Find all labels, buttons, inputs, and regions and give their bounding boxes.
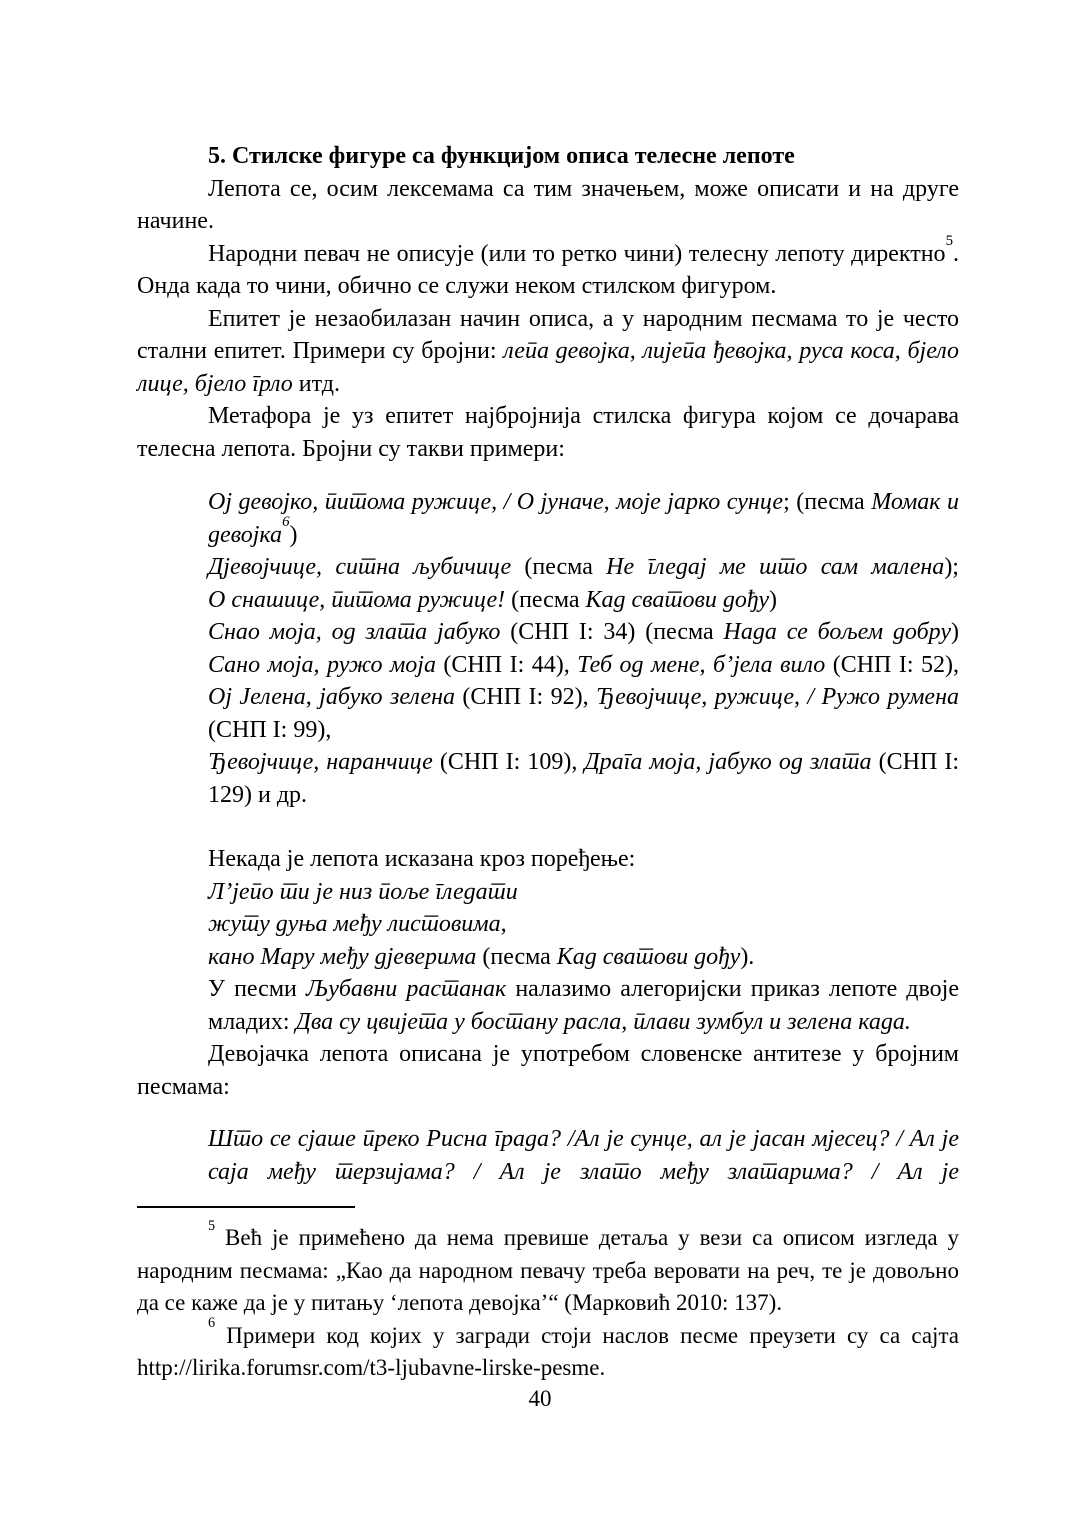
- footnotes-section: [137, 1217, 959, 1385]
- spacer: [137, 1103, 959, 1123]
- text-run: (СНП I: 34) (песма: [500, 619, 724, 645]
- text-run: налазимо алегоријски приказ лепоте двоје младих:: [208, 976, 960, 1035]
- text-run: Сано моја, ружо моја: [208, 651, 436, 678]
- text-run: лепа девојка, лијепа ђевојка, руса коса, бјело лице, бјело грло: [137, 338, 959, 397]
- text-run: Снао моја, од злата јабуко: [208, 619, 501, 645]
- footnote: [137, 1217, 959, 1320]
- text-run: О снашице, питома ружице!: [208, 586, 506, 613]
- text-run: . Онда када то чини, обично се служи неком стилском фигуром.: [137, 240, 959, 299]
- indented-line: [208, 973, 959, 1038]
- text-run: кано Мару међу дјеверима: [208, 943, 477, 970]
- text-run: (СНП I: 99),: [208, 716, 332, 743]
- text-run: Љубавни растанак: [305, 976, 507, 1002]
- indented-line: [208, 908, 959, 941]
- text-run: ).: [740, 943, 755, 970]
- text-run: ): [769, 586, 778, 613]
- footnote-marker: 5: [945, 232, 953, 249]
- text-run: Кад сватови дођу: [585, 586, 770, 613]
- text-run: Народни певач не описује (или то ретко чини) телесну лепоту директно: [208, 240, 946, 267]
- text-run: 5. Стилске фигуре са функцијом описа телесне лепоте: [208, 143, 795, 169]
- text-run: Ој девојко, питома ружице, / О јуначе, моје јарко сунце: [208, 489, 784, 515]
- text-run: Не гледај ме што сам малена: [606, 554, 945, 580]
- quote-line: [208, 486, 959, 551]
- indented-line: [208, 941, 959, 974]
- footnote-separator: [137, 1206, 355, 1208]
- indented-line: [208, 843, 959, 876]
- quote-line: [208, 681, 959, 746]
- text-run: ): [289, 521, 298, 548]
- text-run: Ђевојчице, наранчице: [208, 749, 433, 775]
- footnote-marker: 6: [208, 1315, 216, 1332]
- section-heading: [137, 140, 959, 173]
- text-run: Метафора је уз епитет најбројнија стилска фигура којом се дочарава телесна лепота. Бројни су такви примери:: [137, 403, 959, 462]
- text-run: (СНП I: 109),: [432, 749, 585, 775]
- text-run: Драга моја, јабуко од злата: [584, 749, 872, 775]
- spacer: [137, 465, 959, 486]
- paragraph: [137, 400, 959, 465]
- paragraph: [137, 1038, 959, 1103]
- text-run: итд.: [292, 370, 341, 397]
- text-run: (СНП I: 129) и др.: [208, 749, 960, 808]
- footnote-marker: 5: [208, 1217, 216, 1234]
- quote-line: [208, 1123, 959, 1188]
- quote-line: [208, 746, 959, 811]
- text-run: (СНП I: 52),: [825, 651, 959, 678]
- text-run: (песма: [511, 554, 607, 580]
- text-run: Момак и девојка: [208, 489, 959, 548]
- text-run: ): [951, 619, 959, 645]
- quote-line: [208, 616, 959, 649]
- text-run: Теб од мене, б’јела вило: [577, 651, 826, 678]
- text-run: (СНП I: 44),: [435, 651, 578, 678]
- spacer: [137, 811, 959, 843]
- footnote-url: http://lirika.forumsr.com/t3-ljubavne-lirske-pesme.: [137, 1355, 606, 1380]
- indented-line: [208, 876, 959, 909]
- footnote-marker: 6: [282, 513, 290, 530]
- quote-line: [208, 649, 959, 682]
- text-run: У песми: [208, 976, 306, 1002]
- text-run: (песма: [476, 943, 557, 970]
- text-run: (СНП I: 92),: [455, 684, 597, 710]
- text-run: Девојачка лепота описана је употребом словенске антитезе у бројним песмама:: [137, 1041, 959, 1100]
- text-run: ; (песма: [783, 489, 872, 515]
- text-run: Лепота се, осим лексемама са тим значењем, може описати и на друге начине.: [137, 175, 959, 234]
- paragraph: [137, 303, 959, 401]
- text-run: (песма: [505, 586, 586, 613]
- page-number: 40: [528, 1386, 552, 1411]
- text-run: Некада је лепота исказана кроз поређење:: [208, 846, 636, 872]
- text-run: Већ је примећено да нема превише детаља у вези са описом изгледа у народним песмама: „Као да народном певачу треба веровати на реч, те је довољно да се каже да је у питању ‘лепота девојка’“ (Марковић 2010: 137).: [137, 1225, 959, 1315]
- paragraph: [137, 232, 959, 303]
- text-run: Епитет је незаобилазан начин описа, а у народним песмама то је често стални епитет. Примери су бројни:: [137, 305, 959, 364]
- text-run: Дјевојчице, ситна љубичице: [208, 554, 512, 580]
- text-run: Два су цвијета у бостану расла, плави зумбул и зелена када.: [295, 1008, 911, 1035]
- quote-line: [208, 584, 959, 617]
- text-run: );: [944, 554, 959, 580]
- text-run: Ђевојчице, ружице, / Ружо румена: [596, 684, 959, 710]
- text-run: Ој Јелена, јабуко зелена: [208, 684, 456, 710]
- text-run: Примери код којих у загради стоји наслов песме преузети су са сајта: [215, 1322, 959, 1348]
- text-run: Л’јепо ти је низ поље гледати: [208, 878, 518, 905]
- footnote: [137, 1315, 959, 1385]
- quote-line: [208, 551, 959, 584]
- text-content: [137, 140, 959, 1188]
- text-run: Кад сватови дођу: [556, 943, 741, 970]
- text-run: жуту дуња међу листовима,: [208, 911, 507, 937]
- text-run: Нада се бољем добру: [723, 619, 951, 645]
- paragraph: [137, 173, 959, 238]
- text-run: Што се сјаше преко Рисна града? /Ал је сунце, ал је јасан мјесец? / Ал је саја међу терзијама? / Ал је злато међу златарима? / Ал је: [208, 1126, 959, 1185]
